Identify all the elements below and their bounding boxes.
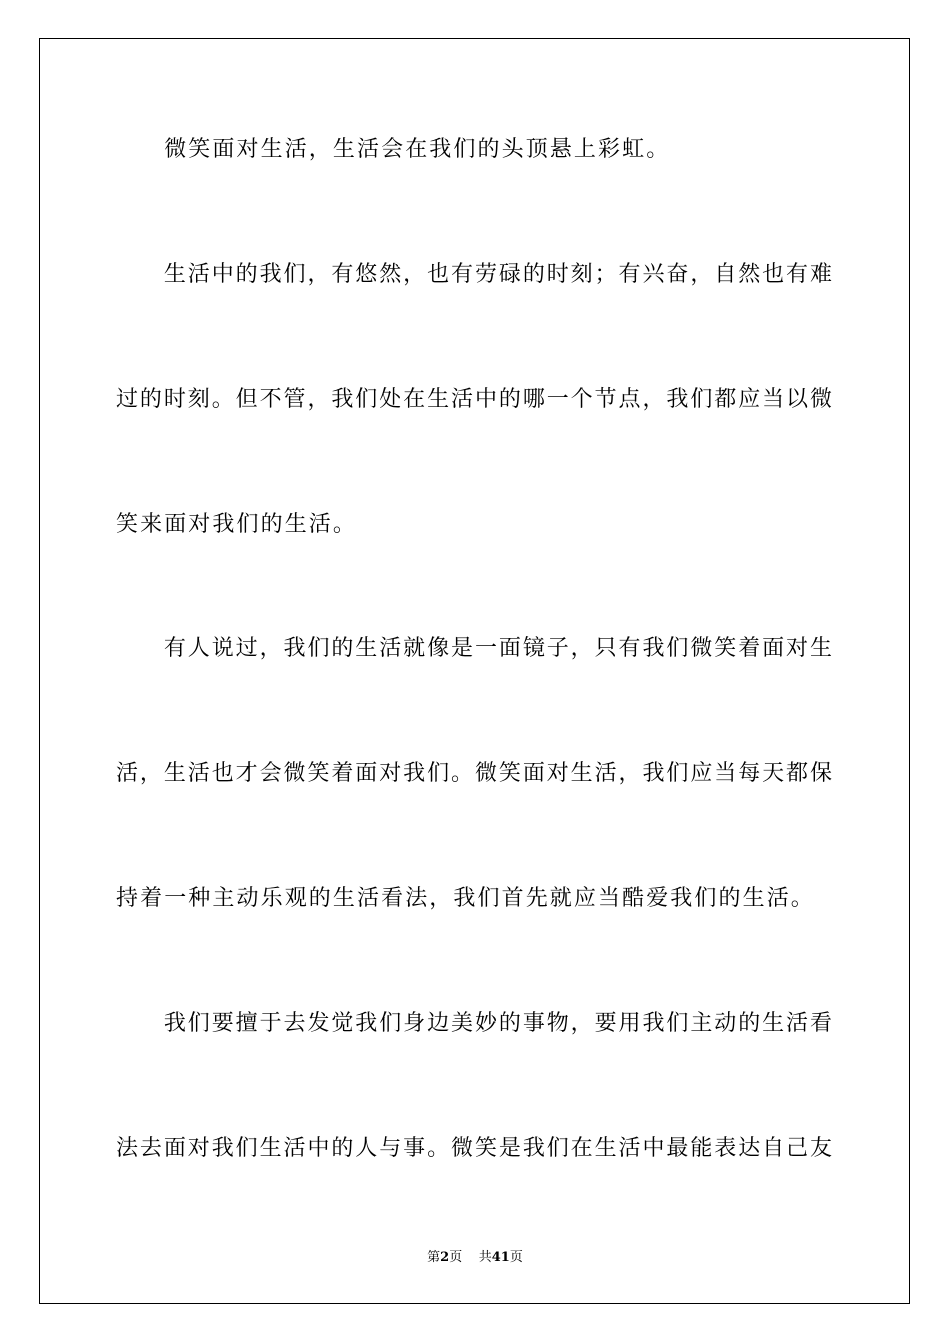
page-border <box>39 38 910 1304</box>
total-pages: 41 <box>491 1250 510 1265</box>
text-line-9: 法去面对我们生活中的人与事。微笑是我们在生活中最能表达自己友 <box>116 1136 832 1161</box>
page-suffix: 页 <box>449 1250 463 1265</box>
text-line-7: 持着一种主动乐观的生活看法，我们首先就应当酷爱我们的生活。 <box>116 886 815 911</box>
text-line-6: 活，生活也才会微笑着面对我们。微笑面对生活，我们应当每天都保 <box>116 761 832 786</box>
total-prefix: 共 <box>478 1250 492 1265</box>
page-prefix: 第 <box>427 1250 441 1265</box>
text-line-4: 笑来面对我们的生活。 <box>116 512 358 537</box>
text-line-8: 我们要擅于去发觉我们身边美妙的事物，要用我们主动的生活看 <box>116 1011 832 1036</box>
text-line-5: 有人说过，我们的生活就像是一面镜子，只有我们微笑着面对生 <box>116 636 832 661</box>
text-line-3: 过的时刻。但不管，我们处在生活中的哪一个节点，我们都应当以微 <box>116 387 832 412</box>
total-suffix: 页 <box>509 1250 523 1265</box>
text-line-2: 生活中的我们，有悠然，也有劳碌的时刻；有兴奋，自然也有难 <box>116 262 832 287</box>
page-footer <box>0 1246 950 1265</box>
page-number: 2 <box>440 1250 450 1265</box>
text-line-1: 微笑面对生活，生活会在我们的头顶悬上彩虹。 <box>116 137 671 162</box>
